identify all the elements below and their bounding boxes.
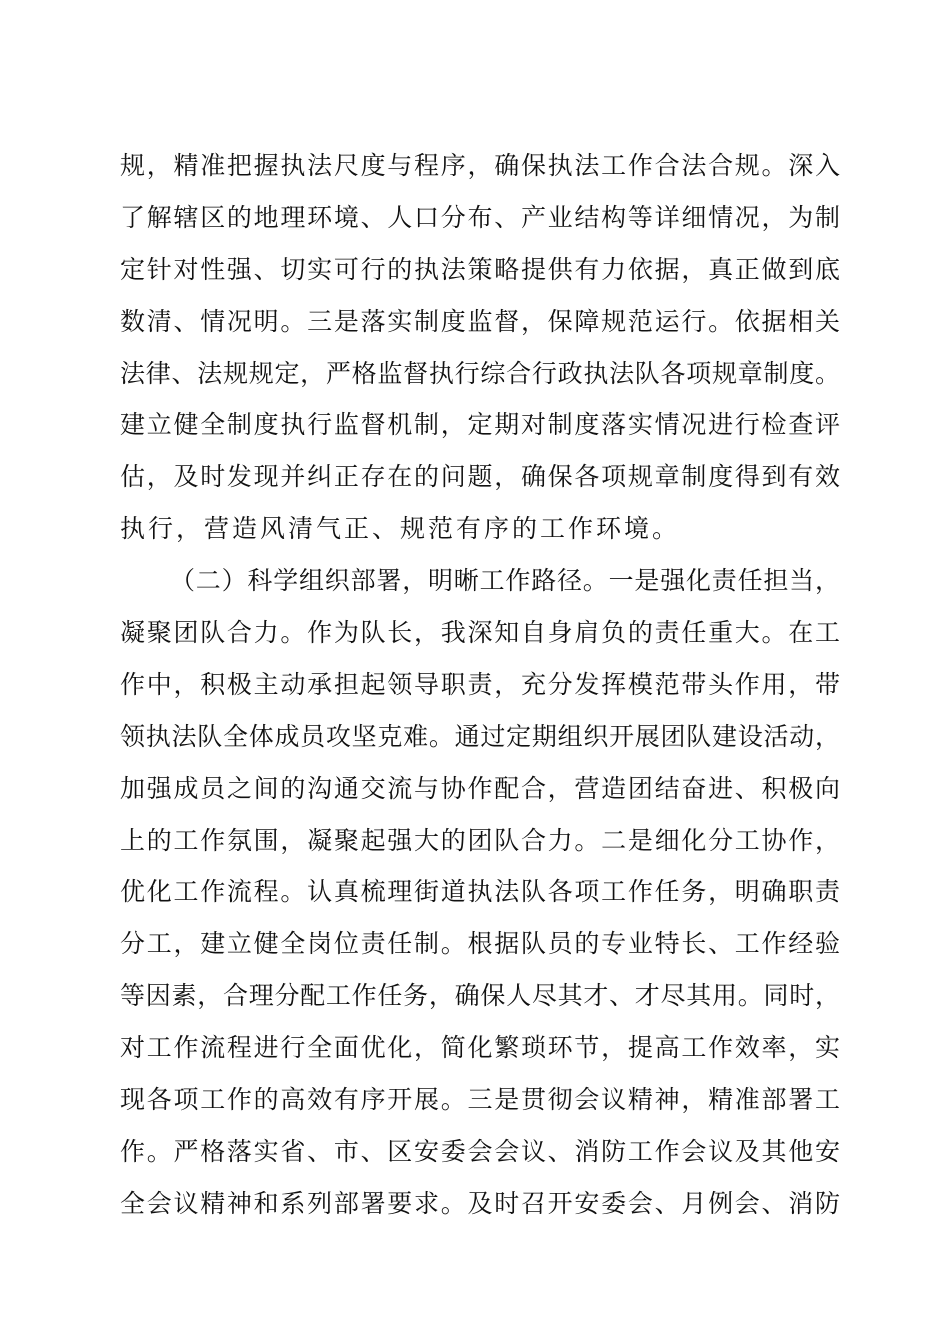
text-line: 等因素，合理分配工作任务，确保人尽其才、才尽其用。同时， bbox=[120, 981, 840, 1011]
text-line: 估，及时发现并纠正存在的问题，确保各项规章制度得到有效 bbox=[120, 462, 840, 492]
text-line: 法律、法规规定，严格监督执行综合行政执法队各项规章制度。 bbox=[120, 358, 840, 388]
text-line: 领执法队全体成员攻坚克难。通过定期组织开展团队建设活动， bbox=[120, 721, 840, 751]
text-line: 上的工作氛围，凝聚起强大的团队合力。二是细化分工协作， bbox=[120, 825, 840, 855]
text-line: 定针对性强、切实可行的执法策略提供有力依据，真正做到底 bbox=[120, 254, 840, 284]
text-line: 优化工作流程。认真梳理街道执法队各项工作任务，明确职责 bbox=[120, 877, 840, 907]
text-line: 规，精准把握执法尺度与程序，确保执法工作合法合规。深入 bbox=[120, 151, 840, 180]
text-line: 作中，积极主动承担起领导职责，充分发挥模范带头作用，带 bbox=[120, 669, 840, 699]
text-line: 执行，营造风清气正、规范有序的工作环境。 bbox=[120, 514, 681, 544]
text-line: 对工作流程进行全面优化，简化繁琐环节，提高工作效率，实 bbox=[120, 1033, 840, 1063]
text-line: 加强成员之间的沟通交流与协作配合，营造团结奋进、积极向 bbox=[120, 773, 840, 803]
text-line: 全会议精神和系列部署要求。及时召开安委会、月例会、消防 bbox=[120, 1188, 840, 1218]
text-line: 分工，建立健全岗位责任制。根据队员的专业特长、工作经验 bbox=[120, 929, 840, 959]
text-line: 建立健全制度执行监督机制，定期对制度落实情况进行检查评 bbox=[120, 410, 840, 440]
text-line: 了解辖区的地理环境、人口分布、产业结构等详细情况，为制 bbox=[120, 202, 840, 232]
text-line: 现各项工作的高效有序开展。三是贯彻会议精神，精准部署工 bbox=[120, 1085, 840, 1115]
text-line: 数清、情况明。三是落实制度监督，保障规范运行。依据相关 bbox=[120, 306, 840, 336]
section-heading-line: （二）科学组织部署，明晰工作路径。一是强化责任担当， bbox=[170, 566, 840, 596]
text-line: 凝聚团队合力。作为队长，我深知自身肩负的责任重大。在工 bbox=[120, 618, 840, 648]
text-line: 作。严格落实省、市、区安委会会议、消防工作会议及其他安 bbox=[120, 1136, 840, 1166]
body-text bbox=[120, 140, 840, 1230]
